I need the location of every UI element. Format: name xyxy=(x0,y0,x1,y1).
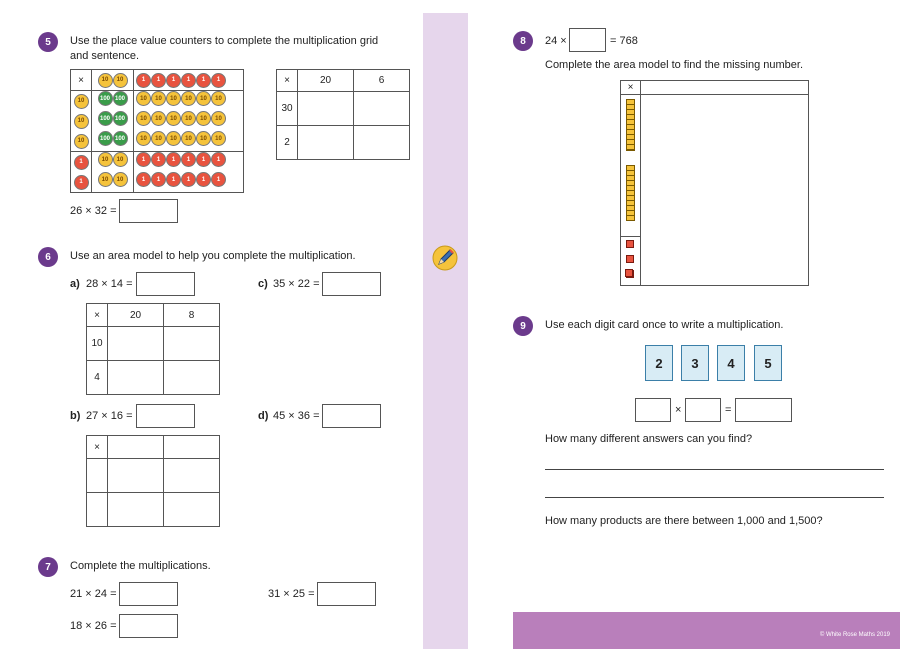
grid-answer-cell[interactable] xyxy=(108,459,164,493)
counter-10: 10 xyxy=(196,111,211,126)
q8-area-model xyxy=(620,80,809,286)
grid-row-header: 2 xyxy=(277,126,298,160)
q6b-area-grid xyxy=(86,435,220,527)
grid-header-cell: × xyxy=(277,70,298,92)
center-divider-strip xyxy=(423,13,468,649)
counter-100: 100 xyxy=(98,91,113,106)
q5-sentence: 26 × 32 = xyxy=(70,205,117,217)
grid-header-cell: × xyxy=(87,304,108,327)
ten-rod-1 xyxy=(626,99,635,151)
counter-1: 1 xyxy=(166,152,181,167)
grid-header-cell: × xyxy=(87,436,108,459)
counter-10: 10 xyxy=(166,131,181,146)
q9-answer-line-1[interactable] xyxy=(545,469,884,470)
counter-100: 100 xyxy=(98,111,113,126)
q6c-expression: 35 × 22 = xyxy=(273,278,320,290)
counter-10: 10 xyxy=(196,131,211,146)
grid-answer-cell[interactable] xyxy=(108,327,164,361)
counter-10: 10 xyxy=(211,91,226,106)
q9-product-box[interactable] xyxy=(735,398,792,422)
q8-expression-left: 24 × xyxy=(545,35,567,47)
q5-instruction-line2: and sentence. xyxy=(70,50,140,62)
counter-100: 100 xyxy=(113,131,128,146)
footer-copyright: © White Rose Maths 2019 xyxy=(819,632,890,638)
counter-100: 100 xyxy=(113,91,128,106)
q6-instruction: Use an area model to help you complete the multiplication. xyxy=(70,250,356,262)
counter-100: 100 xyxy=(98,131,113,146)
grid-answer-cell[interactable] xyxy=(108,361,164,395)
grid-col-header: 20 xyxy=(108,304,164,327)
grid-answer-cell[interactable] xyxy=(164,361,220,395)
counter-10: 10 xyxy=(151,131,166,146)
counter-10: 10 xyxy=(151,111,166,126)
counter-1: 1 xyxy=(151,172,166,187)
q6a-label: a) xyxy=(70,278,80,290)
grid-answer-cell[interactable] xyxy=(298,126,354,160)
q9-times-sign: × xyxy=(675,404,682,416)
q7-answer-box-2[interactable] xyxy=(317,582,376,606)
q7-answer-box-1[interactable] xyxy=(119,582,178,606)
grid-answer-cell[interactable] xyxy=(108,493,164,527)
digit-card-5[interactable]: 5 xyxy=(754,345,782,381)
counter-10: 10 xyxy=(181,131,196,146)
counter-1: 1 xyxy=(166,172,181,187)
counter-10: 10 xyxy=(196,91,211,106)
q6a-answer-box[interactable] xyxy=(136,272,195,296)
counter-1: 1 xyxy=(211,73,226,88)
ten-rod-2 xyxy=(626,165,635,221)
q9-factor-box-2[interactable] xyxy=(685,398,721,422)
question-9-number: 9 xyxy=(513,316,533,336)
q5-counter-grid-header: × xyxy=(71,70,92,91)
grid-answer-cell[interactable] xyxy=(354,126,410,160)
grid-row-header[interactable] xyxy=(87,459,108,493)
counter-1: 1 xyxy=(196,152,211,167)
q5-counter-grid xyxy=(70,69,244,193)
grid-row-header: 10 xyxy=(87,327,108,361)
area-model-header: × xyxy=(621,81,641,95)
grid-answer-cell[interactable] xyxy=(164,493,220,527)
q6d-expression: 45 × 36 = xyxy=(273,410,320,422)
q5-answer-box[interactable] xyxy=(119,199,178,223)
counter-10: 10 xyxy=(211,111,226,126)
counter-1: 1 xyxy=(136,172,151,187)
q7-expression-3: 18 × 26 = xyxy=(70,620,117,632)
counter-1: 1 xyxy=(211,172,226,187)
counter-10: 10 xyxy=(136,131,151,146)
counter-1: 1 xyxy=(136,73,151,88)
one-cube xyxy=(626,240,634,248)
q8-missing-number-box[interactable] xyxy=(569,28,606,52)
one-cube xyxy=(625,269,633,277)
counter-10: 10 xyxy=(74,94,89,109)
grid-answer-cell[interactable] xyxy=(164,459,220,493)
counter-10: 10 xyxy=(211,131,226,146)
grid-row-header: 4 xyxy=(87,361,108,395)
area-model-top-bar[interactable] xyxy=(641,81,808,95)
q6a-area-grid xyxy=(86,303,220,395)
digit-card-3[interactable]: 3 xyxy=(681,345,709,381)
page-footer xyxy=(513,612,900,649)
grid-col-header: 6 xyxy=(354,70,410,92)
counter-1: 1 xyxy=(181,152,196,167)
counter-1: 1 xyxy=(74,155,89,170)
q6d-label: d) xyxy=(258,410,269,422)
counter-10: 10 xyxy=(166,91,181,106)
counter-10: 10 xyxy=(74,134,89,149)
one-cube xyxy=(626,255,634,263)
q9-equals-sign: = xyxy=(725,404,732,416)
counter-10: 10 xyxy=(98,152,113,167)
q6a-expression: 28 × 14 = xyxy=(86,278,133,290)
grid-row-header: 30 xyxy=(277,92,298,126)
grid-col-header[interactable] xyxy=(108,436,164,459)
counter-10: 10 xyxy=(113,73,128,88)
counter-1: 1 xyxy=(181,172,196,187)
q8-expression-right: = 768 xyxy=(610,35,638,47)
counter-10: 10 xyxy=(136,91,151,106)
q7-instruction: Complete the multiplications. xyxy=(70,560,211,572)
grid-row-header[interactable] xyxy=(87,493,108,527)
counter-1: 1 xyxy=(211,152,226,167)
counter-10: 10 xyxy=(181,91,196,106)
grid-col-header: 8 xyxy=(164,304,220,327)
question-5-number: 5 xyxy=(38,32,58,52)
counter-1: 1 xyxy=(136,152,151,167)
q6b-label: b) xyxy=(70,410,81,422)
counter-1: 1 xyxy=(181,73,196,88)
q6b-answer-box[interactable] xyxy=(136,404,195,428)
q9-factor-box-1[interactable] xyxy=(635,398,671,422)
grid-answer-cell[interactable] xyxy=(164,327,220,361)
counter-1: 1 xyxy=(74,175,89,190)
question-8-number: 8 xyxy=(513,31,533,51)
q5-multiplication-grid xyxy=(276,69,410,160)
q5-instruction-line1: Use the place value counters to complete the multiplication grid xyxy=(70,35,379,47)
q6c-label: c) xyxy=(258,278,268,290)
counter-1: 1 xyxy=(196,172,211,187)
q6d-answer-box[interactable] xyxy=(322,404,381,428)
q6c-answer-box[interactable] xyxy=(322,272,381,296)
grid-answer-cell[interactable] xyxy=(298,92,354,126)
counter-10: 10 xyxy=(113,172,128,187)
counter-10: 10 xyxy=(166,111,181,126)
counter-100: 100 xyxy=(113,111,128,126)
counter-10: 10 xyxy=(181,111,196,126)
question-7-number: 7 xyxy=(38,557,58,577)
counter-10: 10 xyxy=(151,91,166,106)
q7-answer-box-3[interactable] xyxy=(119,614,178,638)
q9-question-1: How many different answers can you find? xyxy=(545,433,753,445)
q9-question-2: How many products are there between 1,000 and 1,500? xyxy=(545,515,823,527)
area-model-row-line xyxy=(620,236,640,237)
grid-col-header: 20 xyxy=(298,70,354,92)
grid-answer-cell[interactable] xyxy=(354,92,410,126)
q6b-expression: 27 × 16 = xyxy=(86,410,133,422)
grid-col-header[interactable] xyxy=(164,436,220,459)
q9-answer-line-2[interactable] xyxy=(545,497,884,498)
counter-10: 10 xyxy=(113,152,128,167)
q7-expression-1: 21 × 24 = xyxy=(70,588,117,600)
digit-card-2[interactable]: 2 xyxy=(645,345,673,381)
question-6-number: 6 xyxy=(38,247,58,267)
counter-10: 10 xyxy=(74,114,89,129)
q9-instruction: Use each digit card once to write a multiplication. xyxy=(545,319,784,331)
counter-1: 1 xyxy=(166,73,181,88)
pencil-icon xyxy=(431,244,459,272)
counter-1: 1 xyxy=(151,73,166,88)
digit-card-4[interactable]: 4 xyxy=(717,345,745,381)
counter-10: 10 xyxy=(98,172,113,187)
counter-10: 10 xyxy=(136,111,151,126)
counter-1: 1 xyxy=(196,73,211,88)
counter-10: 10 xyxy=(98,73,113,88)
counter-1: 1 xyxy=(151,152,166,167)
q8-instruction: Complete the area model to find the missing number. xyxy=(545,59,804,71)
q7-expression-2: 31 × 25 = xyxy=(268,588,315,600)
